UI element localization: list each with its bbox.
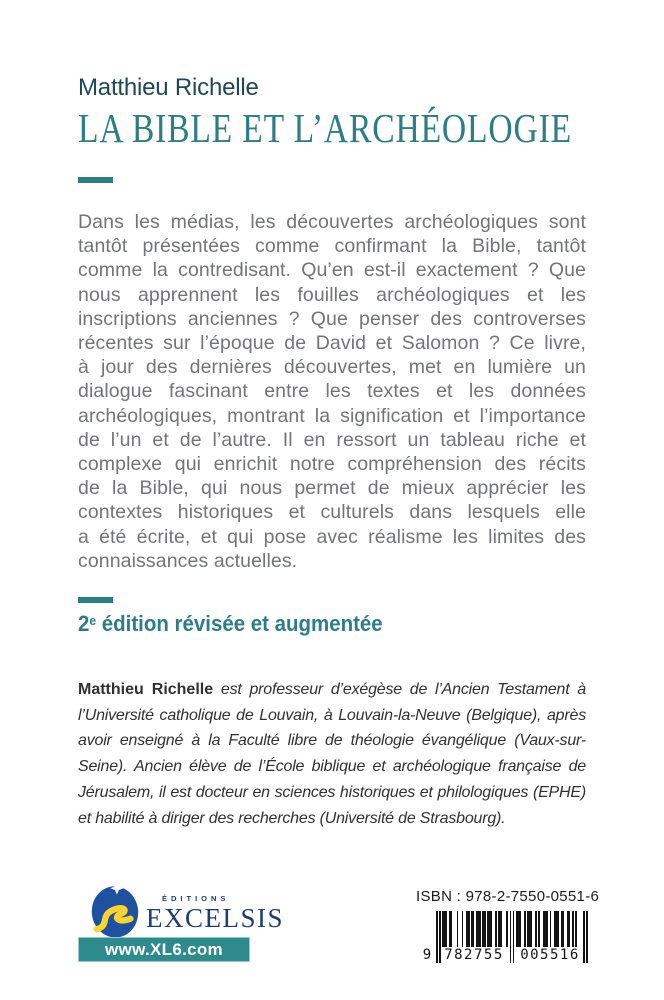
bio-line: l’Université catholique de Louvain, à Louvain-la-Neuve (Belgique), après	[78, 706, 586, 724]
barcode-bar	[510, 911, 512, 963]
excelsis-globe-icon	[90, 882, 140, 938]
barcode-bar	[446, 911, 448, 947]
barcode-bar	[462, 911, 464, 947]
bio-line: avoir enseigné à la Faculté libre de théologie évangélique (Vaux-sur-	[78, 732, 586, 750]
barcode-bar	[550, 911, 552, 947]
barcode-digit-group: 9	[422, 947, 432, 963]
description-line: archéologiques, montrant la signification et l’importance	[78, 404, 586, 427]
edition-note	[78, 611, 383, 637]
barcode-bar	[490, 911, 492, 947]
edition-text: édition révisée et augmentée	[96, 611, 383, 636]
bio-first-line	[78, 677, 586, 703]
barcode-bar	[546, 911, 548, 947]
description-line: comme la contredisant. Qu’en est-il exactement ? Que	[78, 259, 586, 282]
publisher-logo	[78, 882, 285, 938]
book-title: LA BIBLE ET L’ARCHÉOLOGIE	[78, 105, 572, 151]
barcode-bar	[439, 911, 441, 963]
barcode-bar	[500, 911, 502, 947]
bio-author-name: Matthieu Richelle	[78, 681, 214, 698]
publisher-wordmark	[146, 894, 284, 934]
edition-number: 2	[78, 611, 90, 636]
barcode-bar	[506, 911, 508, 947]
bio-line: Seine). Ancien élève de l’École biblique et archéologique française de	[78, 758, 586, 776]
barcode-digit-group: 005516	[520, 947, 580, 963]
barcode-digit-group: 782755	[444, 947, 504, 963]
barcode-bar	[572, 911, 574, 947]
barcode-bar	[484, 911, 486, 947]
bio-first-line-text: est professeur d’exégèse de l’Ancien Testament à	[220, 681, 586, 698]
author-name: Matthieu Richelle	[78, 74, 259, 101]
description-line: connaissances actuelles.	[78, 549, 298, 572]
description-line: a été écrite, et qui pose avec réalisme les limites des	[78, 525, 586, 548]
barcode-bar	[586, 911, 588, 963]
website-banner	[78, 937, 250, 962]
description-line: Dans les médias, les découvertes archéologiques sont	[78, 211, 586, 233]
website-url: www.XL6.com	[105, 939, 223, 959]
barcode-bar	[519, 911, 521, 947]
description-line: tantôt présentées comme confirmant la Bible, tantôt	[78, 235, 586, 258]
description-paragraph	[78, 210, 586, 573]
author-bio	[78, 677, 586, 831]
barcode-block	[416, 888, 600, 963]
barcode-bar	[436, 911, 438, 963]
description-line: nous apprennent les fouilles archéologiques et les	[78, 283, 586, 306]
isbn-label: ISBN : 978-2-7550-0551-6	[416, 888, 600, 905]
description-line: de la Bible, qui nous permet de mieux apprécier les	[78, 477, 586, 500]
bio-lines	[78, 703, 586, 832]
description-line: inscriptions anciennes ? Que penser des controverses	[78, 307, 586, 330]
title-dash-rule	[78, 177, 113, 183]
barcode-bar	[558, 911, 560, 947]
barcode-bar	[583, 911, 585, 963]
barcode-bar	[450, 911, 452, 947]
barcode-bar	[473, 911, 475, 947]
bio-line: et habilité à diriger des recherches (Université de Strasbourg).	[78, 809, 506, 827]
description-line: à jour des dernières découvertes, met en lumière un	[78, 356, 586, 379]
description-line: de l’un et de l’autre. Il en ressort un tableau riche et	[78, 428, 586, 451]
bio-line: Jérusalem, il est docteur en sciences historiques et philologiques (EPHE)	[78, 783, 586, 801]
editions-label: ÉDITIONS	[162, 894, 230, 903]
barcode-bar	[457, 911, 459, 947]
edition-dash-rule	[78, 597, 113, 603]
edition-superscript: e	[89, 613, 97, 628]
description-line: contextes historiques et culturels dans lesquels elle	[78, 501, 586, 524]
barcode-bar	[468, 911, 470, 947]
barcode-bar	[575, 911, 577, 947]
barcode-bar	[569, 911, 571, 947]
barcode-bar	[535, 911, 537, 947]
barcode-bar	[530, 911, 532, 947]
publisher-name: EXCELSIS	[146, 903, 285, 933]
barcode-bar	[479, 911, 481, 947]
barcode-bars	[422, 911, 588, 963]
barcode-bar	[562, 911, 564, 947]
description-line: complexe qui enrichit notre compréhension des récits	[78, 453, 586, 476]
description-line: dialogue fascinant entre les textes et les données	[78, 380, 586, 403]
description-line: récentes sur l’époque de David et Salomon ? Ce livre,	[78, 332, 586, 355]
barcode-bar	[513, 911, 515, 963]
barcode-bar	[495, 911, 497, 947]
barcode-bar	[538, 911, 540, 947]
barcode-bar	[524, 911, 526, 947]
publisher-logo-row	[78, 882, 285, 938]
